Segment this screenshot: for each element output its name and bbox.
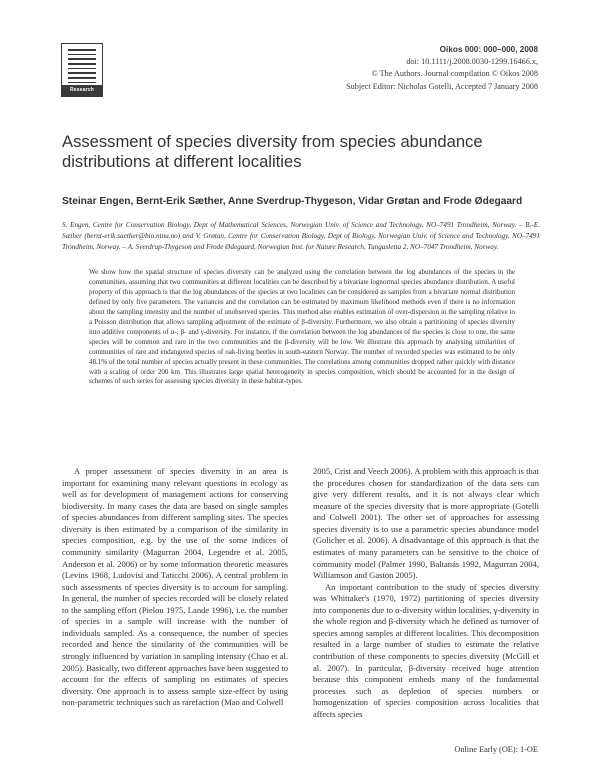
- body-right-column: [313, 466, 539, 720]
- logo-label: Research: [62, 85, 102, 96]
- body-paragraph: 2005, Crist and Veech 2006). A problem with this approach is that the procedures chosen for standardization of the data sets can give very different results, and it is not always clear which measure of the species diversity that is more appropriate (Gotelli and Colwell 2001). The other set of approaches for assessing species diversity is to use a parametric species abundance model (Golicher et al. 2006). A disadvantage of this approach is that the estimates of many parameters can be sensitive to the choice of community model (Palmer 1990, Baltanás 1992, Magurran 2004, Williamson and Gaston 2005).: [313, 466, 539, 581]
- article-meta: [346, 44, 538, 93]
- body-left-column: [62, 466, 288, 709]
- page-footer: Online Early (OE): 1-OE: [454, 745, 538, 754]
- body-paragraph: A proper assessment of species diversity in an area is important for examining many relevant questions in ecology as well as for development of management actions for conserving biodiversity. In many cases the data are based on single samples of species abundances from different sampling sites. The species diversity is then estimated by a comparison of the similarity in species composition, e.g. by the use of the some indices of community similarity (Magurran 2004, Legendre et al. 2005, Anderson et al. 2006) or by some information theoretic measures (Levins 1968, Ludovisi and Taticchi 2006). A central problem in such assessments of species diversity is to account for sampling. In general, the number of species recorded will be closely related to the sampling effort (Pielou 1975, Lande 1996), i.e. the number of species in a sample will increase with the number of individuals sampled. As a consequence, the number of species recorded and hence the similarity of the communities will be strongly influenced by variation in sampling intensity (Chao et al. 2005). Basically, two different approaches have been suggested to account for the effects of sampling on estimates of species diversity. One approach is to assess sample size-effect by using non-parametric techniques such as rarefaction (Mao and Colwell: [62, 466, 288, 708]
- journal-logo: [61, 43, 103, 97]
- copyright: © The Authors. Journal compilation © Oikos 2008: [371, 69, 538, 79]
- affiliations: S. Engen, Centre for Conservation Biology, Dept of Mathematical Sciences, Norwegian Univ. of Science and Technology, NO–7491 Trondheim, Norway. – B.-E. Sæther (bernt-erik.saether@bio.ntnu.no) and V. Grøtan, Centre for Conservation Biology, Dept of Biology, Norwegian Univ. of Science and Technology, NO–7491 Trondheim, Norway. – A. Sverdrup-Thygeson and Frode Ødegaard, Norwegian Inst. for Nature Research, Tungasletta 2, NO–7047 Trondheim, Norway.: [62, 221, 540, 252]
- paper-title: Assessment of species diversity from species abundance distributions at different localities: [62, 132, 483, 171]
- journal-line: Oikos 000: 000–000, 2008: [439, 45, 538, 54]
- editor-line: Subject Editor: Nicholas Gotelli, Accepted 7 January 2008: [346, 81, 538, 91]
- authors: Steinar Engen, Bernt-Erik Sæther, Anne Sverdrup-Thygeson, Vidar Grøtan and Frode Ødegaard: [62, 196, 523, 207]
- logo-lines: [68, 49, 96, 87]
- body-paragraph: An important contribution to the study of species diversity was Whittaker's (1970, 1972) partitioning of species diversity into components due to α-diversity within localities, γ-diversity in the whole region and β-diversity which he defined as turnover of species among samples at different localities. This decomposition resulted in a large number of studies to estimate the relative contribution of these components to species diversity (McGill et al. 2007). In particular, β-diversity received huge attention because this component embeds many of the fundamental processes such as depletion of species numbers or homogenization of species composition across localities that affects species: [313, 581, 539, 719]
- doi: doi: 10.1111/j.2008.0030-1299.16466.x,: [406, 57, 538, 67]
- abstract: We show how the spatial structure of species diversity can be analyzed using the correlation between the log abundances of the species in the communities, assuming that two communities at different localities can be described by a bivariate lognormal species abundance distribution. A useful property of this approach is that the log abundances of the species at two localities can be considered as samples from a bivariate normal distribution defined by only five parameters. The variances and the correlation can be estimated by maximum likelihood methods even if there is no information about the sampling intensity and the number of unobserved species. This method also enables estimation of over-dispersion in the sampling relative to a Poisson distribution that allows sampling adjustment of the estimate of β-diversity. Furthermore, we also obtain a partitioning of species diversity into additive components of α-, β- and γ-diversity. For instance, if the correlation between the log abundances of the species is close to one, the same species will be common and rare in the two communities and the β-diversity will be low. We illustrate this approach by analysing similarities of communities of rare and endangered species of oak-living beetles in south-eastern Norway. The number of recorded species was estimated to be only 48.1% of the total number of species actually present in these communities. The correlations among communities dropped rather quickly with distance with a scaling of order 200 km. This illustrates large spatial heterogeneity in species composition, which should be accounted for in the design of schemes of such series for assessing species diversity in these habitat-types.: [89, 268, 515, 386]
